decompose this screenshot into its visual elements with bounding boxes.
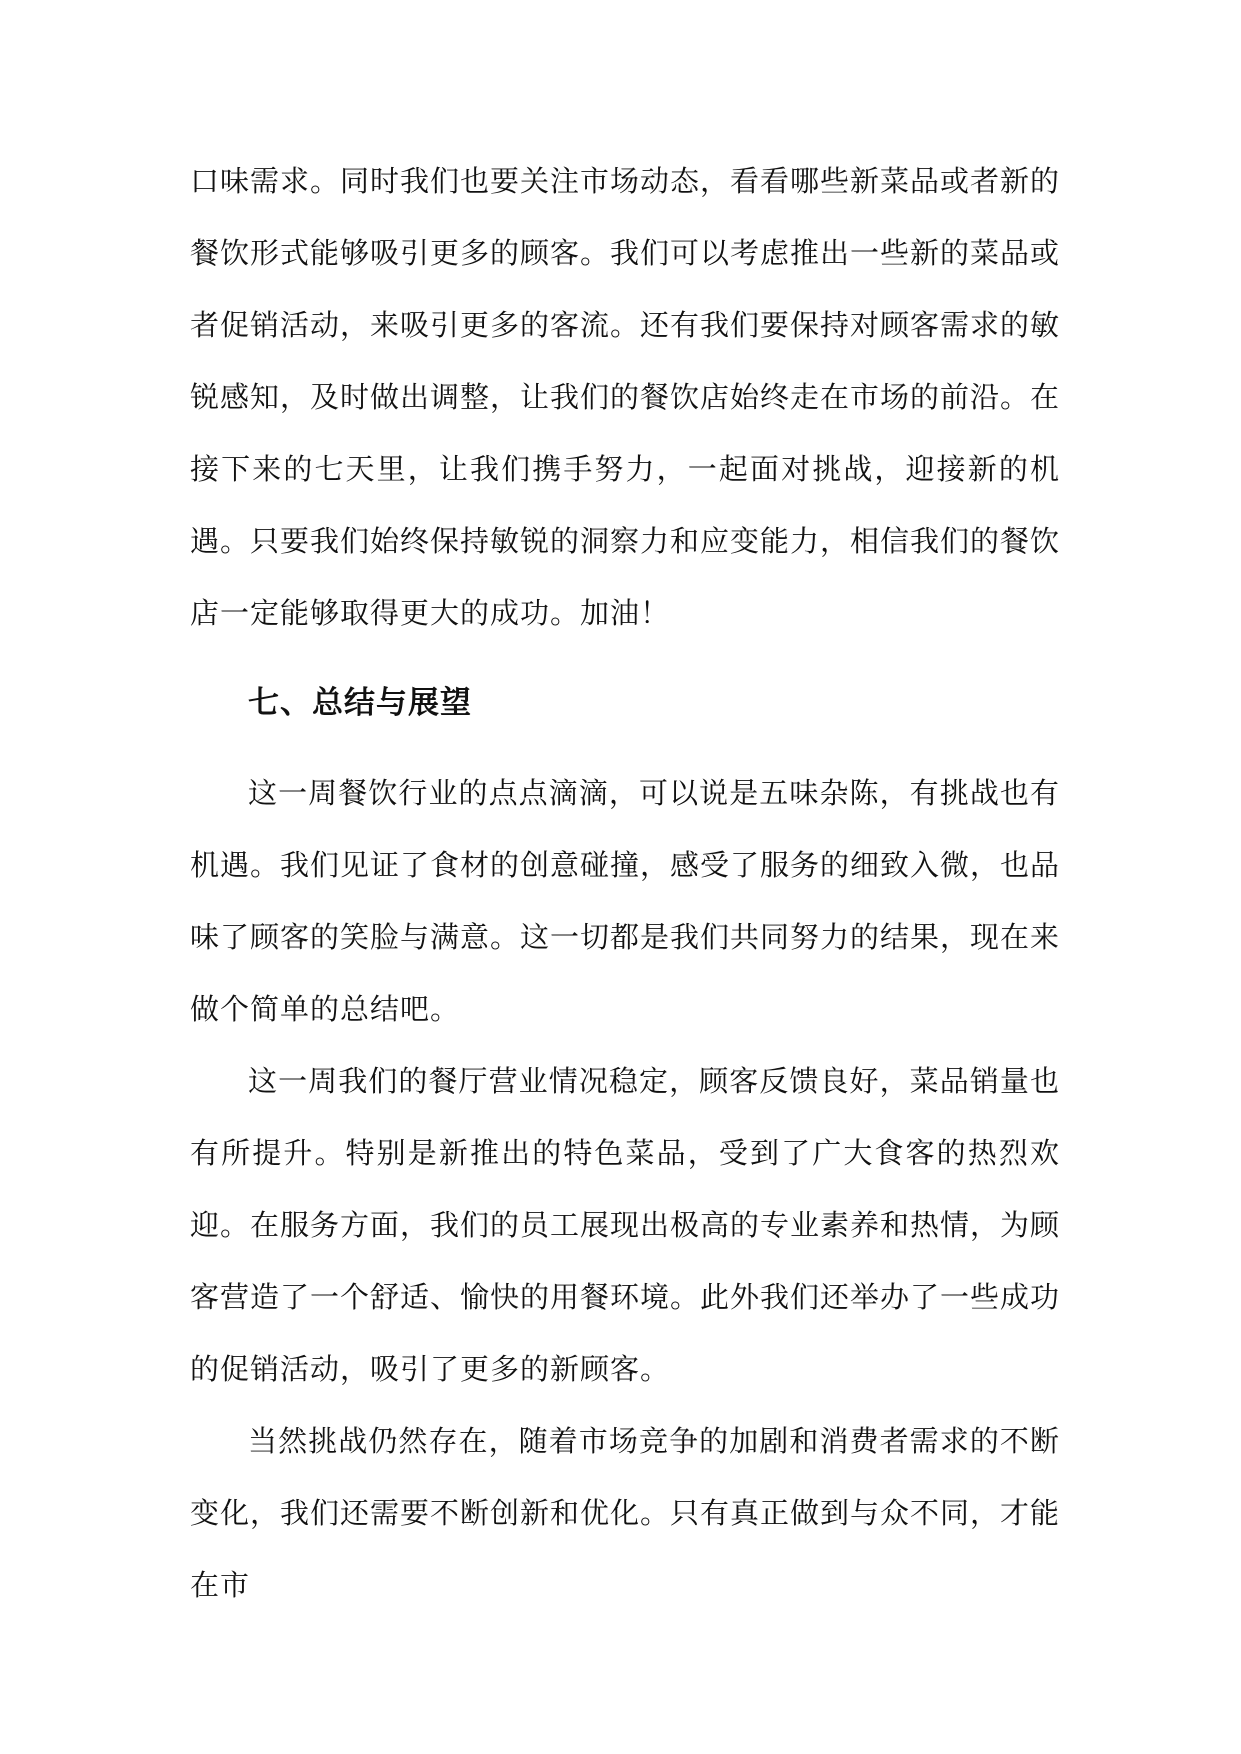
body-paragraph-2: 这一周我们的餐厅营业情况稳定，顾客反馈良好，菜品销量也有所提升。特别是新推出的特色菜品，受到了广大食客的热烈欢迎。在服务方面，我们的员工展现出极高的专业素养和热情，为顾客营造了一个舒适、愉快的用餐环境。此外我们还举办了一些成功的促销活动，吸引了更多的新顾客。 xyxy=(190,1064,1061,1386)
body-paragraph-1: 这一周餐饮行业的点点滴滴，可以说是五味杂陈，有挑战也有机遇。我们见证了食材的创意碰撞，感受了服务的细致入微，也品味了顾客的笑脸与满意。这一切都是我们共同努力的结果，现在来做个简单的总结吧。 xyxy=(190,776,1061,1026)
section-heading: 七、总结与展望 xyxy=(248,685,472,721)
body-paragraph-3: 当然挑战仍然存在，随着市场竞争的加剧和消费者需求的不断变化，我们还需要不断创新和优化。只有真正做到与众不同，才能在市 xyxy=(190,1424,1061,1602)
document-body xyxy=(190,145,1060,1621)
continued-paragraph: 口味需求。同时我们也要关注市场动态，看看哪些新菜品或者新的餐饮形式能够吸引更多的顾客。我们可以考虑推出一些新的菜品或者促销活动，来吸引更多的客流。还有我们要保持对顾客需求的敏锐感知，及时做出调整，让我们的餐饮店始终走在市场的前沿。在接下来的七天里，让我们携手努力，一起面对挑战，迎接新的机遇。只要我们始终保持敏锐的洞察力和应变能力，相信我们的餐饮店一定能够取得更大的成功。加油！ xyxy=(190,164,1061,630)
